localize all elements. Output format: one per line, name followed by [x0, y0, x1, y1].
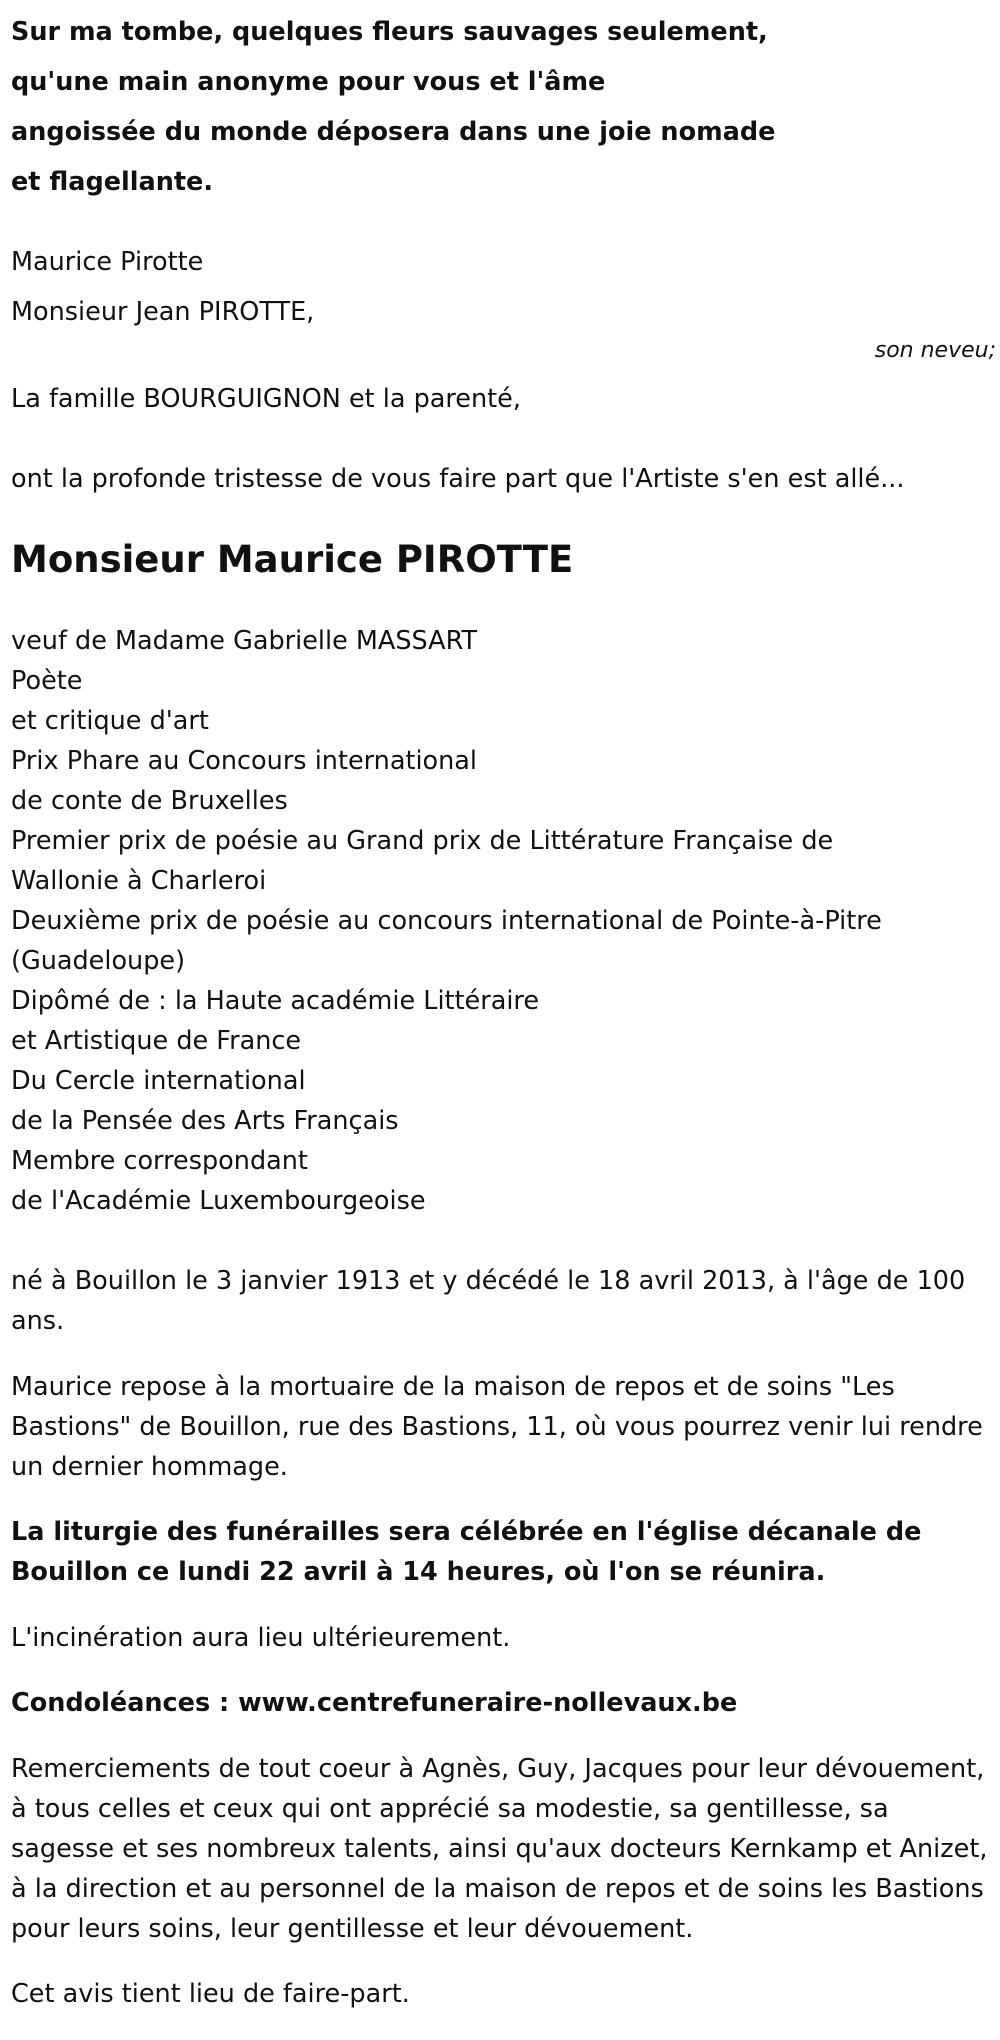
title-line: Dipômé de : la Haute académie Littéraire: [11, 986, 540, 1016]
title-line: Premier prix de poésie au Grand prix de Littérature Française de: [11, 826, 834, 856]
announcement-text: ont la profonde tristesse de vous faire part que l'Artiste s'en est allé...: [11, 464, 905, 494]
poem-author: Maurice Pirotte: [11, 247, 204, 277]
relation-label: son neveu;: [874, 338, 996, 363]
title-line: Deuxième prix de poésie au concours international de Pointe-à-Pitre: [11, 906, 882, 936]
title-line: veuf de Madame Gabrielle MASSART: [11, 626, 478, 656]
family-line: La famille BOURGUIGNON et la parenté,: [11, 384, 521, 414]
title-line: et Artistique de France: [11, 1026, 302, 1056]
title-line: Prix Phare au Concours international: [11, 746, 478, 776]
condolences-link[interactable]: Condoléances : www.centrefuneraire-nollevaux.be: [11, 1688, 738, 1718]
title-line: de l'Académie Luxembourgeoise: [11, 1186, 426, 1216]
title-line: Wallonie à Charleroi: [11, 866, 267, 896]
title-line: Membre correspondant: [11, 1146, 308, 1176]
title-line: Du Cercle international: [11, 1066, 306, 1096]
closing-text: Cet avis tient lieu de faire-part.: [11, 1979, 410, 2009]
birth-death-text: né à Bouillon le 3 janvier 1913 et y décédé le 18 avril 2013, à l'âge de 100 ans.: [11, 1266, 966, 1336]
thanks-text: Remerciements de tout coeur à Agnès, Guy, Jacques pour leur dévouement, à tous celles et ceux qui ont apprécié sa modestie, sa gentillesse, sa sagesse et ses nombreux talents, ainsi qu'aux docteurs Kernkamp et Anizet, à la direction et au personnel de la maison de repos et de soins les Bastions pour leurs soins, leur gentillesse et leur dévouement.: [11, 1753, 988, 1944]
poem-line: Sur ma tombe, quelques fleurs sauvages seulement,: [11, 17, 768, 47]
deceased-name: Monsieur Maurice PIROTTE: [11, 538, 574, 581]
cremation-text: L'incinération aura lieu ultérieurement.: [11, 1622, 511, 1653]
relative-name: Monsieur Jean PIROTTE,: [11, 297, 315, 327]
liturgy-text: La liturgie des funérailles sera célébrée en l'église décanale de Bouillon ce lundi 22 avril à 14 heures, où l'on se réunira.: [11, 1517, 922, 1587]
relation-row: [11, 337, 996, 377]
poem-line: qu'une main anonyme pour vous et l'âme: [11, 67, 606, 97]
repose-text: Maurice repose à la mortuaire de la maison de repos et de soins "Les Bastions" de Bouillon, rue des Bastions, 11, où vous pourrez venir lui rendre un dernier hommage.: [11, 1371, 983, 1482]
title-line: de conte de Bruxelles: [11, 786, 288, 816]
titles-list: [11, 621, 996, 1221]
obituary-notice: [11, 0, 996, 2040]
poem-line: et flagellante.: [11, 167, 214, 197]
epigraph-poem: [11, 7, 996, 207]
title-line: Poète: [11, 666, 83, 696]
title-line: et critique d'art: [11, 706, 209, 736]
signature-block: [11, 237, 996, 337]
title-line: (Guadeloupe): [11, 946, 186, 976]
title-line: de la Pensée des Arts Français: [11, 1106, 399, 1136]
poem-line: angoissée du monde déposera dans une joie nomade: [11, 117, 776, 147]
